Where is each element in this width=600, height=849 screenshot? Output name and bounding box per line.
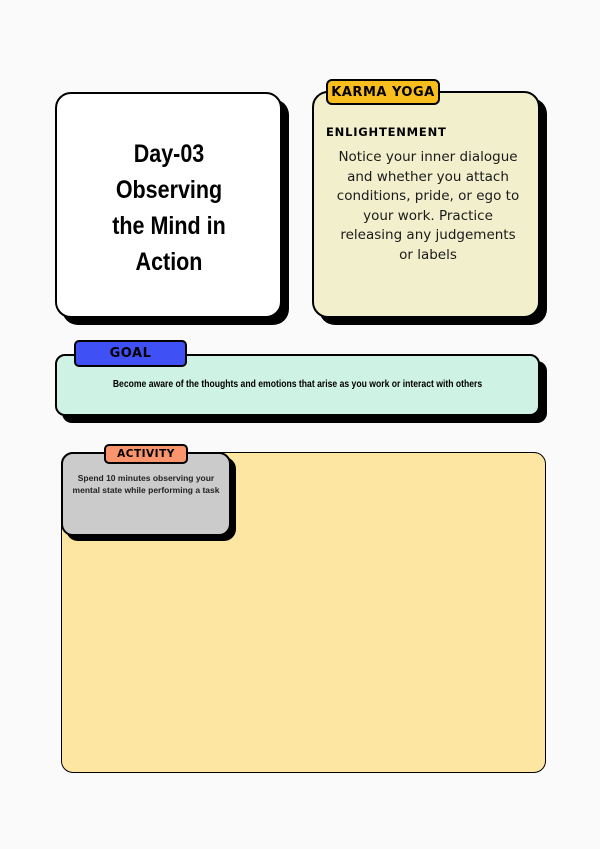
karma-body-text: Notice your inner dialogue and whether you attach conditions, pride, or ego to your work. Practice releasing any judgements or labels: [336, 149, 520, 263]
activity-text: Spend 10 minutes observing your mental state while performing a task: [72, 473, 220, 495]
title-line-3: the Mind in: [111, 212, 226, 240]
title-line-1: Day-03: [133, 140, 204, 168]
karma-yoga-tag: KARMA YOGA: [326, 79, 440, 105]
karma-heading: ENLIGHTENMENT: [326, 125, 447, 139]
goal-tag: GOAL: [74, 340, 187, 367]
goal-text: Become aware of the thoughts and emotions that arise as you work or interact with others: [112, 378, 483, 390]
activity-tag: ACTIVITY: [104, 444, 188, 464]
title-line-2: Observing: [115, 176, 222, 204]
page-title: [83, 136, 255, 280]
title-card: [55, 92, 282, 318]
title-line-4: Action: [135, 248, 202, 276]
